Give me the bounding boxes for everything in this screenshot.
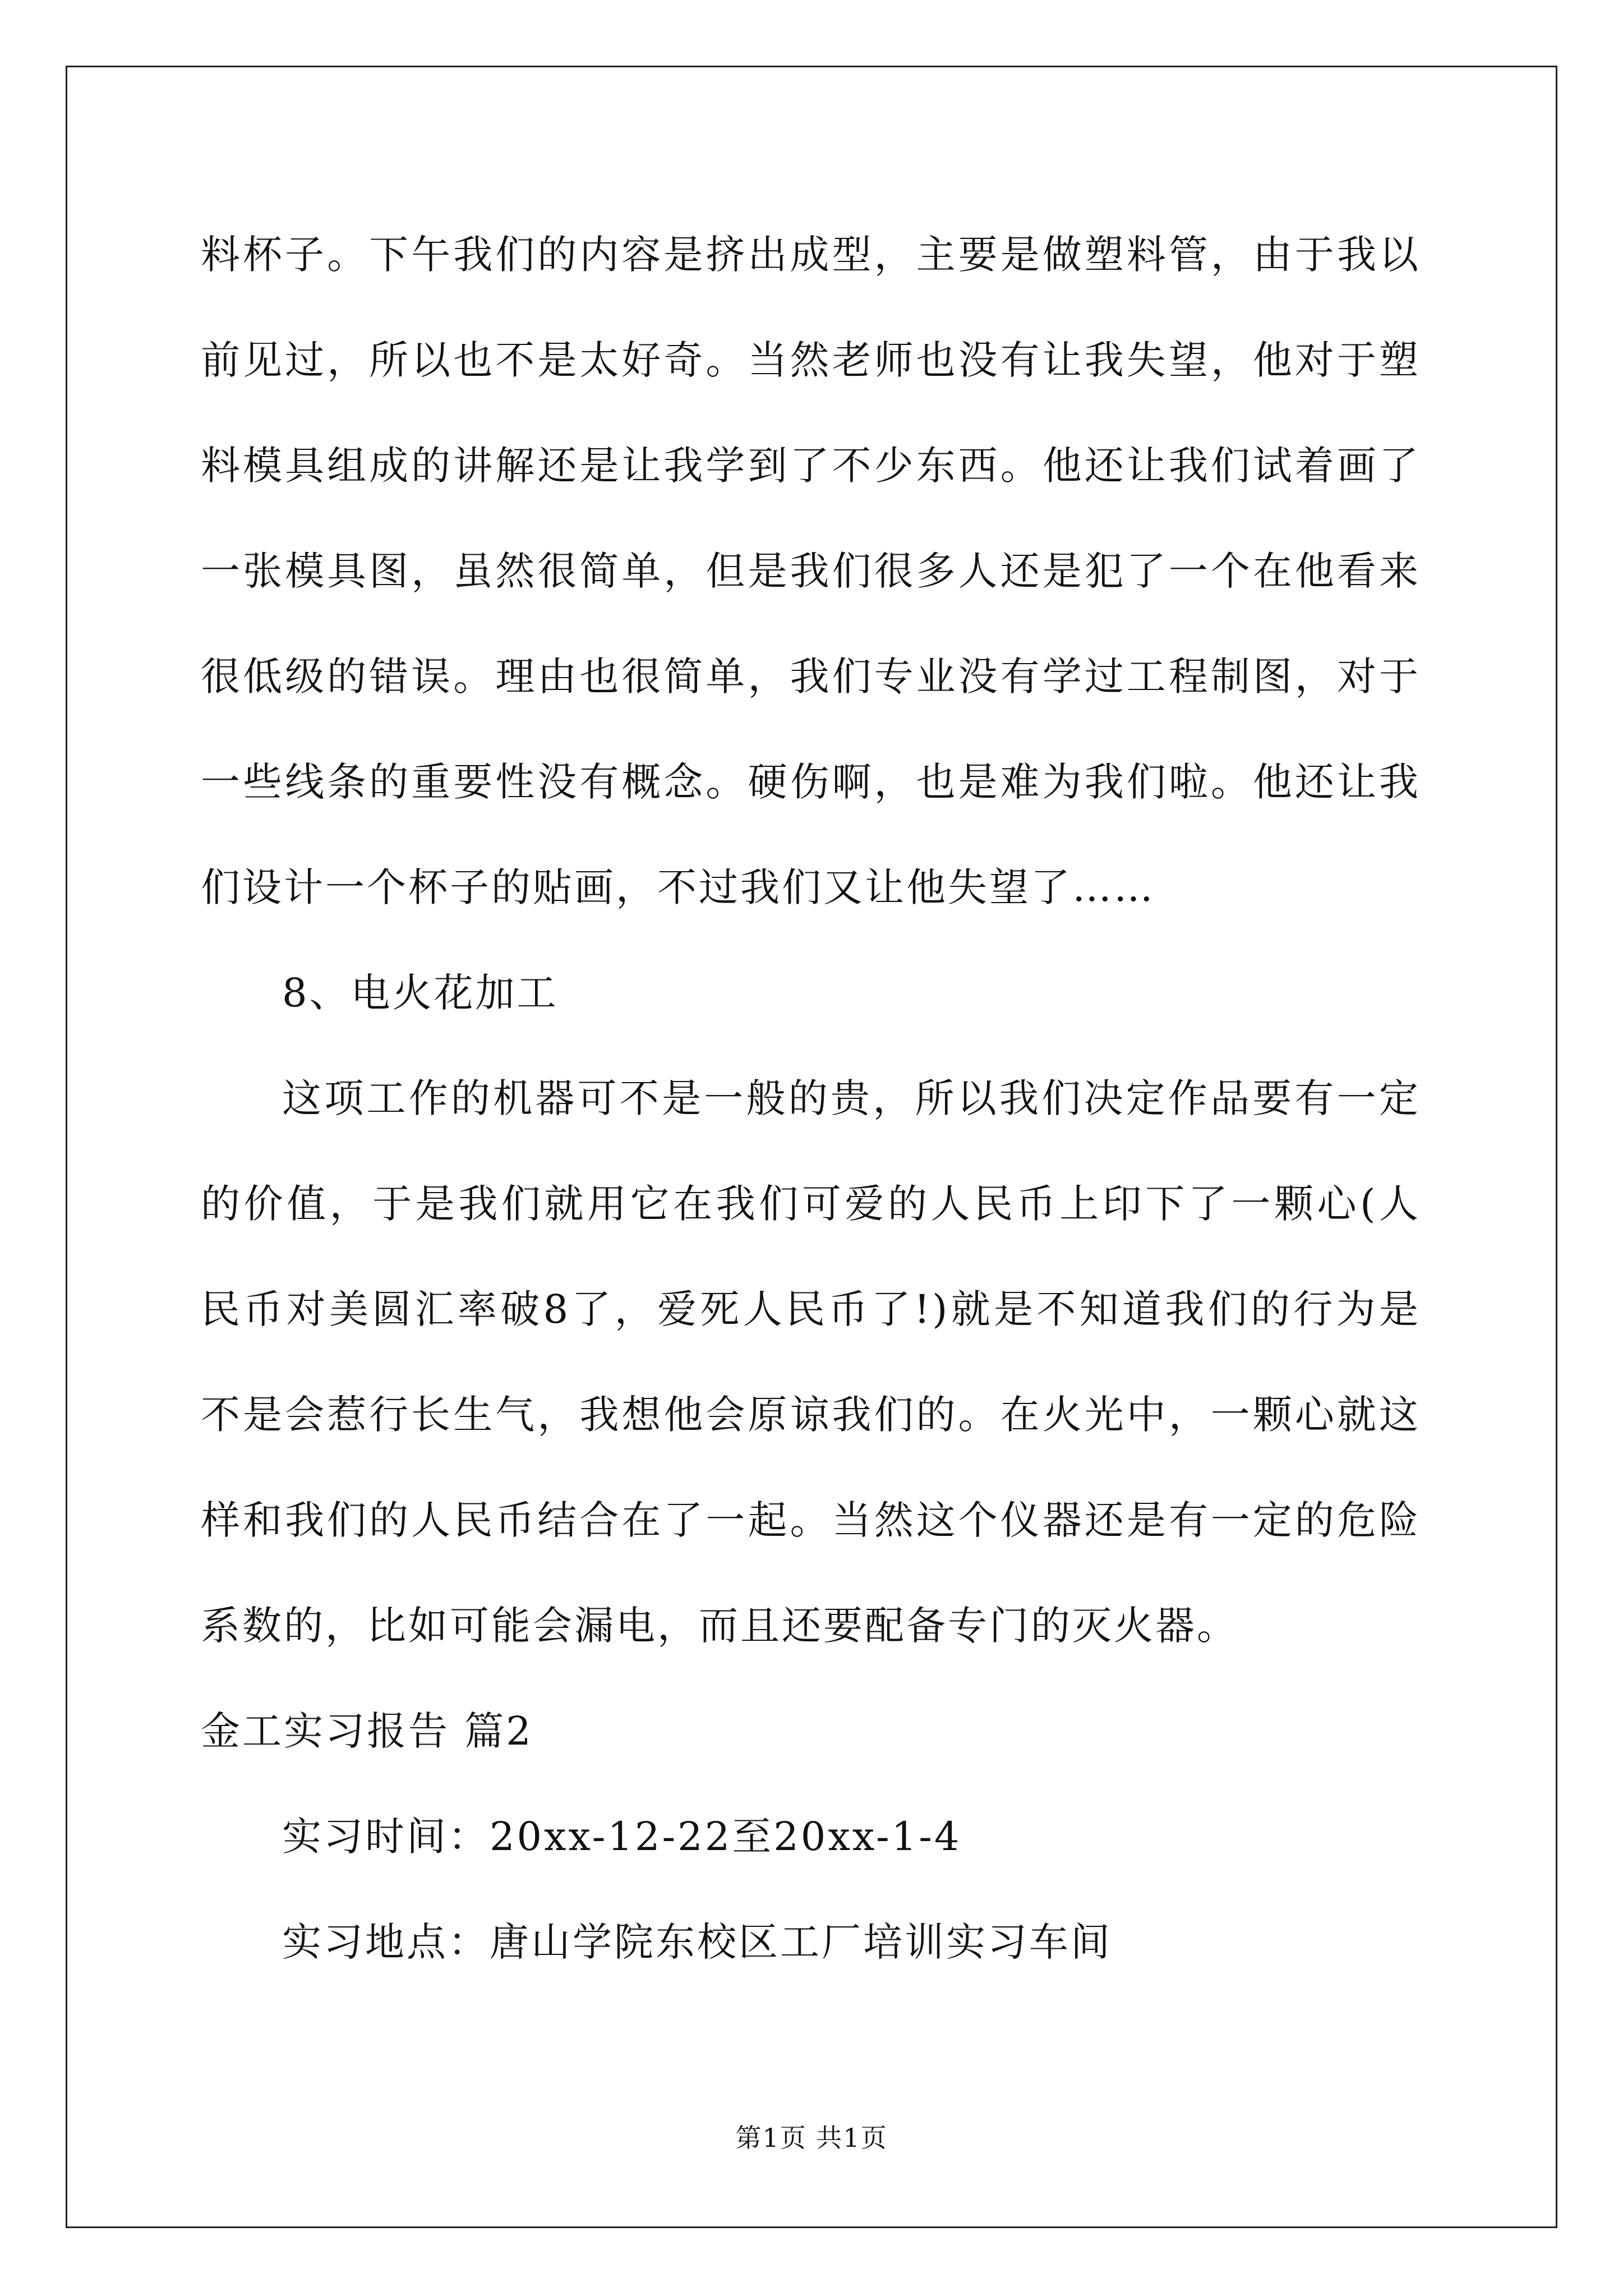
document-body xyxy=(201,202,1421,1995)
section-heading-edm: 8、电火花加工 xyxy=(282,970,559,1016)
internship-location: 实习地点：唐山学院东校区工厂培训实习车间 xyxy=(282,1919,1112,1965)
paragraph-edm: 这项工作的机器可不是一般的贵，所以我们决定作品要有一定的价值，于是我们就用它在我们可爱的人民币上印下了一颗心(人民币对美圆汇率破8了，爱死人民币了!)就是不知道我们的行为是不是会惹行长生气，我想他会原谅我们的。在火光中，一颗心就这样和我们的人民币结合在了一起。当然这个仪器还是有一定的危险系数的，比如可能会漏电，而且还要配备专门的灭火器。 xyxy=(201,1075,1421,1649)
article-title: 金工实习报告 篇2 xyxy=(201,1708,533,1754)
page-footer: 第1页 共1页 xyxy=(735,2123,888,2153)
paragraph-continuation: 料杯子。下午我们的内容是挤出成型，主要是做塑料管，由于我以前见过，所以也不是太好奇。当然老师也没有让我失望，他对于塑料模具组成的讲解还是让我学到了不少东西。他还让我们试着画了一张模具图，虽然很简单，但是我们很多人还是犯了一个在他看来很低级的错误。理由也很简单，我们专业没有学过工程制图，对于一些线条的重要性没有概念。硬伤啊，也是难为我们啦。他还让我们设计一个杯子的贴画，不过我们又让他失望了…… xyxy=(201,232,1421,910)
internship-time: 实习时间：20xx-12-22至20xx-1-4 xyxy=(282,1814,962,1860)
